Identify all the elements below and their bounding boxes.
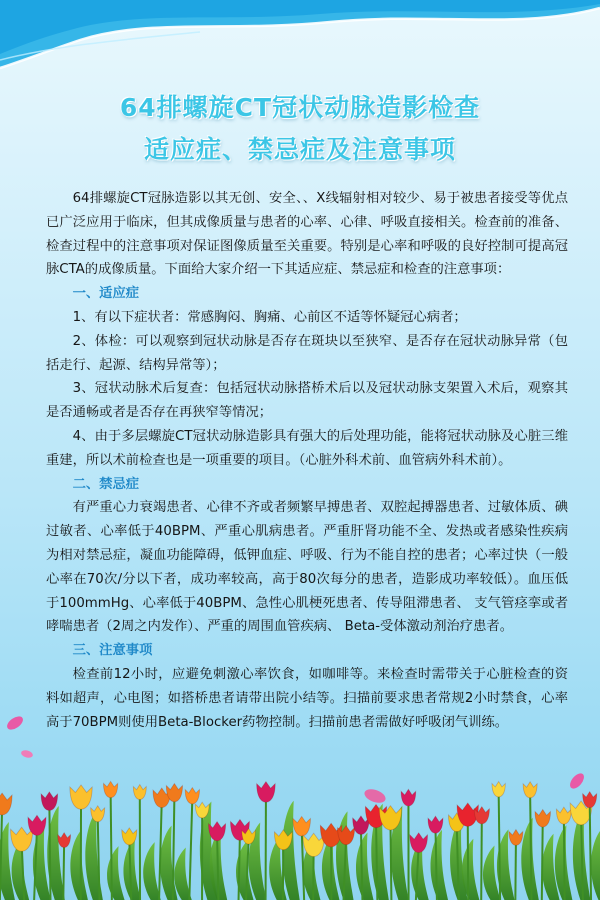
tulip-flowers-decoration: [0, 770, 600, 900]
title-line-1: 64排螺旋CT冠状动脉造影检查: [119, 93, 481, 122]
title-line-2: 适应症、禁忌症及注意事项: [143, 135, 456, 164]
contraindications-paragraph: 有严重心力衰竭患者、心律不齐或者频繁早搏患者、双腔起搏器患者、过敏体质、碘过敏者、心率低于40BPM、严重心肌病患者。严重肝肾功能不全、发热或者感染性疾病为相对禁忌症，凝血功能障碍，低钾血症、呼吸、行为不能自控的患者；心率过快（一般心率在70次/分以下者，成功率较高，高于80次每分的患者，造影成功率较低）。血压低于100mmHg、心率低于40BPM、急性心肌梗死患者、传导阻滞患者、 支气管痉挛或者哮喘患者（2周之内发作）、严重的周围血管疾病、 Beta-受体激动剂治疗患者。: [46, 500, 568, 635]
content-body: [46, 187, 568, 734]
indication-item: 3、冠状动脉术后复查：包括冠状动脉搭桥术后以及冠状动脉支架置入术后，观察其是否通畅或者是否存在再狭窄等情况；: [46, 381, 568, 421]
section-heading-contraindications: 二、禁忌症: [72, 476, 140, 492]
section-heading-precautions: 三、注意事项: [72, 643, 153, 659]
section-heading-indications: 一、适应症: [72, 286, 140, 302]
indication-item: 2、体检：可以观察到冠状动脉是否存在斑块以至狭窄、是否存在冠状动脉异常（包括走行、起源、结构异常等）；: [46, 333, 568, 373]
indication-item: 4、由于多层螺旋CT冠状动脉造影具有强大的后处理功能，能将冠状动脉及心脏三维重建，所以术前检查也是一项重要的项目。（心脏外科术前、血管病外科术前）。: [46, 428, 568, 468]
indication-item: 1、有以下症状者：常感胸闷、胸痛、心前区不适等怀疑冠心病者；: [72, 309, 467, 325]
intro-paragraph: 64排螺旋CT冠脉造影以其无创、安全、、X线辐射相对较少、易于被患者接受等优点已广泛应用于临床，但其成像质量与患者的心率、心律、呼吸直接相关。检查前的准备、检查过程中的注意事项对保证图像质量至关重要。特别是心率和呼吸的良好控制可提高冠脉CTA的成像质量。下面给大家介绍一下其适应症、禁忌症和检查的注意事项：: [46, 191, 568, 278]
petal-icon: [4, 712, 26, 734]
precautions-paragraph: 检查前12小时，应避免刺激心率饮食，如咖啡等。来检查时需带关于心脏检查的资料如超声，心电图；如搭桥患者请带出院小结等。扫描前要求患者常规2小时禁食，心率高于70BPM则使用Beta-Blocker药物控制。扫描前患者需做好呼吸闭气训练。: [46, 666, 568, 730]
petal-icon: [20, 748, 34, 760]
top-wave-decoration: [0, 0, 600, 75]
